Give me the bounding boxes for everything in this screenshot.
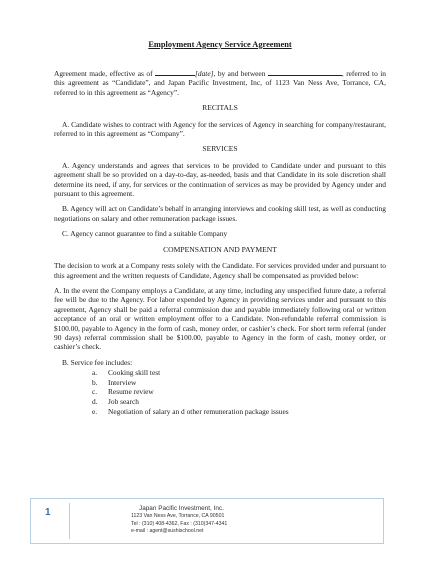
intro-text-1: Agreement made, effective as of	[54, 69, 153, 78]
compensation-b	[62, 358, 386, 416]
intro-paragraph	[54, 68, 386, 97]
service-c: C. Agency cannot guarantee to find a suitable Company	[62, 229, 228, 239]
recitals-heading: RECITALS	[202, 103, 238, 113]
list-item: a. Cooking skill test	[92, 368, 161, 378]
recital-a: A. Candidate wishes to contract with Agency for the services of Agency in searching for company/restaurant, referred to in this agreement as “Company”.	[54, 119, 386, 139]
date-placeholder: [date],	[195, 69, 216, 78]
date-blank[interactable]	[155, 68, 195, 76]
page-footer	[30, 498, 384, 544]
footer-address: 1123 Van Ness Ave, Torrance, CA 90501	[131, 513, 225, 519]
compensation-intro: The decision to work at a Company rests solely with the Candidate. For services provided under and pursuant to this agreement and the written requests of Candidate, Agency shall be compensated as provided below:	[54, 261, 386, 280]
service-fee-label: B. Service fee includes:	[62, 357, 133, 367]
footer-divider	[69, 503, 70, 539]
service-b: B. Agency will act on Candidate’s behalf in arranging interviews and cooking skill test, as well as conducting negotiations on salary and other remuneration package issues.	[54, 204, 386, 223]
list-item: b. Interview	[92, 377, 137, 387]
footer-contact	[131, 505, 227, 536]
document-title: Employment Agency Service Agreement	[148, 40, 292, 49]
list-item: e. Negotiation of salary an d other remuneration package issues	[92, 406, 289, 416]
intro-text-3: , referred to in this agreement as “Candidate”, and Japan Pacific Investment, Inc, of 1123 Van Ness Ave, Torrance, CA, referred to in this agreement as “Agency”.	[54, 69, 386, 97]
page-number: 1	[45, 507, 51, 518]
footer-phone: Tel : (310) 408-4362, Fax : (310)347-4341	[131, 520, 228, 527]
list-item: c. Resume review	[92, 387, 154, 397]
services-heading: SERVICES	[202, 144, 238, 154]
service-a: A. Agency understands and agrees that services to be provided to Candidate under and pursuant to this agreement shall be so provided on a day-to-day, as-needed, basis and that Candidate in its sole discretion shall determine its need, if any, for services or the continuation of services as may be provided by Agency under and pursuant to this agreement.	[54, 160, 386, 199]
intro-text-2: by and between	[217, 69, 266, 78]
compensation-heading: COMPENSATION AND PAYMENT	[163, 244, 277, 254]
list-item: d. Job search	[92, 396, 139, 406]
service-fee-list	[92, 368, 386, 416]
footer-company: Japan Pacific Investment, Inc.	[139, 505, 224, 512]
footer-email: e-mail : agent@sushischool.net	[131, 528, 204, 535]
candidate-blank[interactable]	[268, 68, 342, 76]
document-body	[54, 68, 386, 422]
compensation-a: A. In the event the Company employs a Candidate, at any time, including any unspecified future date, a referral fee will be due to the Agency. For labor expended by Agency in providing services under and pursuant to this agreement, Agency shall be paid a referral commission due and payable immediately following oral or written acceptance of an oral or written employment offer to a Candidate. Non-refundable referral commission is $100.00, payable to Agency in the form of cash, money order, or cashier’s check. For short term referral (under 90 days) referral commission shall be $100.00, payable to Agency in the form of cash, money order, or cashier’s check.	[54, 285, 386, 352]
